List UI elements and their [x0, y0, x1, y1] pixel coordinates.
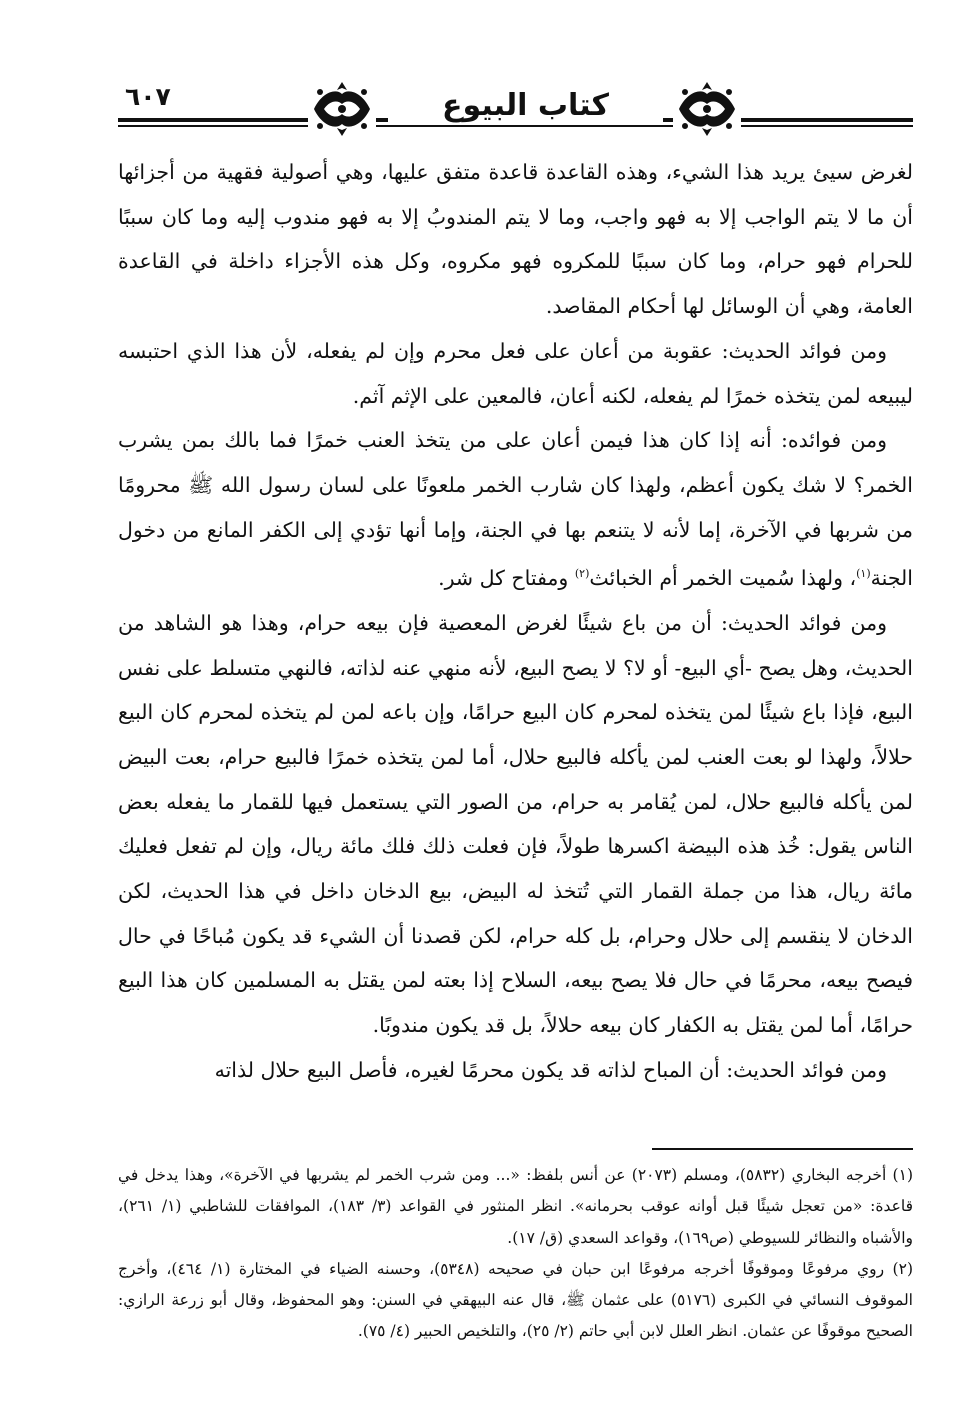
- paragraph-2: ومن فوائد الحديث: عقوبة من أعان على فعل محرم وإن لم يفعله، لأن هذا الذي احتبسه ليبيعه لمن يتخذه خمرًا لم يفعله، لكنه أعان، فالمعين على الإثم آثم.: [118, 338, 913, 408]
- footnote-reference-1[interactable]: (١): [856, 567, 871, 581]
- paragraph-3-part-2: ، ولهذا سُميت الخمر أم الخبائث: [589, 566, 857, 591]
- footnote-1: (١) أخرجه البخاري (٥٨٣٢)، ومسلم (٢٠٧٣) عن أنس بلفظ: «... ومن شرب الخمر لم يشربها في الآخرة»، وهذا يدخل في قاعدة: «من تعجل شيئًا قبل أوانه عوقب بحرمانه». انظر المنثور في القواعد (٣/ ١٨٣)، الموافقات للشاطبي (١/ ٢٦١)، والأشباه والنظائر للسيوطي (ص١٦٩)، وقواعد السعدي (ق/ ١٧).: [118, 1166, 913, 1247]
- paragraph-3-part-3: ومفتاح كل شر.: [438, 566, 575, 591]
- ornament-right-icon: [673, 78, 741, 140]
- footnote-reference-2[interactable]: (٢): [574, 567, 590, 581]
- footnotes: [118, 1160, 913, 1348]
- page-number: ٦٠٧: [122, 82, 174, 111]
- paragraph-4: ومن فوائد الحديث: أن من باع شيئًا لغرض المعصية فإن بيعه حرام، وهذا هو الشاهد من الحديث، وهل يصح -أي البيع- أو لا؟ لا يصح البيع، لأنه منهي عنه لذاته، فالنهي متسلط على نفس البيع، فإذا باع شيئًا لمن يتخذه لمحرم كان البيع حرامًا، وإن باعه لمن لم يتخذه لمحرم كان البيع حلالاً، ولهذا لو بعت العنب لمن يأكله فالبيع حلال، أما لمن يتخذه خمرًا فالبيع حرام، بعت البيض لمن يأكله فالبيع حلال، لمن يُقامر به حرام، من الصور التي يستعمل فيها للقمار ما يفعله بعض الناس يقول: خُذ هذه البيضة اكسرها طولاً، فإن فعلت ذلك فلك مائة ريال، وإن لم تفعل فعليك مائة ريال، هذا من جملة القمار التي تُتخذ له البيض، بيع الدخان داخل في هذا الحديث، لكن الدخان لا ينقسم إلى حلال وحرام، بل كله حرام، لكن قصدنا أن الشيء قد يكون مُباحًا في حال فيصح بيعه، محرمًا في حال فلا يصح بيعه، السلاح إذا بعته لمن يقتل به المسلمين كان هذا البيع حرامًا، أما لمن يقتل به الكفار كان بيعه حلالاً، بل قد يكون مندوبًا.: [118, 610, 913, 1038]
- header-rule-thin: [118, 125, 913, 127]
- footnote-2: (٢) روي مرفوعًا وموقوفًا أخرجه مرفوعًا ابن حبان في صحيحه (٥٣٤٨)، وحسنه الضياء في المختارة (١/ ٤٦٤)، وأخرج الموقوف النسائي في الكبرى (٥١٧٦) على عثمان ﷺ، قال عنه البيهقي في السنن: وهو المحفوظ، وقال أبو زرعة الرازي: الصحيح موقوفًا عن عثمان. انظر العلل لابن أبي حاتم (٢/ ٢٥)، والتلخيص الحبير (٤/ ٧٥).: [118, 1259, 913, 1341]
- book-title: كتاب البيوع: [388, 88, 663, 123]
- paragraph-5: ومن فوائد الحديث: أن المباح لذاته قد يكون محرمًا لغيره، فأصل البيع حلال لذاته: [214, 1057, 887, 1082]
- ornament-left-icon: [308, 78, 376, 140]
- paragraph-1: لغرض سيئ يريد هذا الشيء، وهذه القاعدة قاعدة متفق عليها، وهي أصولية فقهية من أجزائها أن ما لا يتم الواجب إلا به فهو واجب، وما لا يتم المندوبُ إلا به فهو مندوب إليه وما كان سببًا للحرام فهو حرام، وما كان سببًا للمكروه فهو مكروه، وكل هذه الأجزاء داخلة في القاعدة العامة، وهي أن الوسائل لها أحكام المقاصد.: [118, 160, 913, 319]
- footnote-separator: [652, 1148, 913, 1150]
- paragraph-3: [118, 418, 913, 601]
- main-text: [118, 150, 913, 1093]
- paragraph-3-part-1: ومن فوائده: أنه إذا كان هذا فيمن أعان على من يتخذ العنب خمرًا فما بالك بمن يشرب الخمر؟ لا شك يكون أعظم، ولهذا كان شارب الخمر ملعونًا على لسان رسول الله ﷺ محرومًا من شربها في الآخرة، إما لأنه لا يتنعم بها في الجنة، وإما أنها تؤدي إلى الكفر المانع من دخول الجنة: [118, 428, 913, 591]
- page-header: [118, 78, 913, 144]
